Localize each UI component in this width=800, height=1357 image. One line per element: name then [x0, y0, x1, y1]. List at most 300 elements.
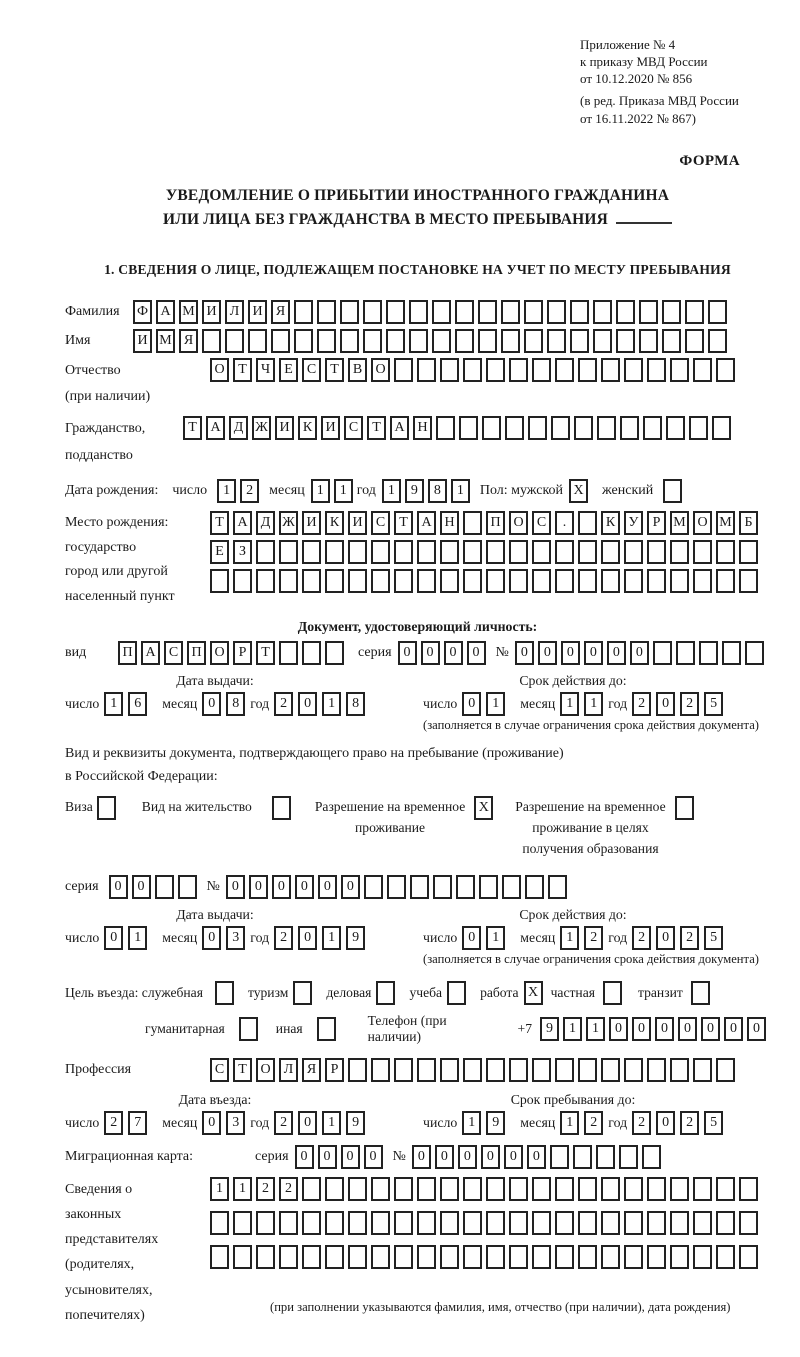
char-cell[interactable]: [670, 1245, 689, 1269]
char-cell[interactable]: [325, 569, 344, 593]
char-cell[interactable]: [509, 1177, 528, 1201]
char-cell[interactable]: [432, 300, 451, 324]
char-cell[interactable]: О: [210, 358, 229, 382]
char-cell[interactable]: [593, 329, 612, 353]
char-cell[interactable]: Д: [229, 416, 248, 440]
char-cell[interactable]: [601, 569, 620, 593]
char-cell[interactable]: 1: [322, 692, 341, 716]
char-cell[interactable]: М: [716, 511, 735, 535]
char-cell[interactable]: 1: [311, 479, 330, 503]
char-cell[interactable]: [317, 329, 336, 353]
char-cell[interactable]: [624, 1058, 643, 1082]
char-cell[interactable]: М: [156, 329, 175, 353]
char-cell[interactable]: [532, 358, 551, 382]
char-cell[interactable]: [509, 358, 528, 382]
char-cell[interactable]: [578, 1058, 597, 1082]
char-cell[interactable]: 0: [609, 1017, 628, 1041]
char-cell[interactable]: 0: [435, 1145, 454, 1169]
char-cell[interactable]: А: [390, 416, 409, 440]
char-cell[interactable]: [708, 329, 727, 353]
char-cell[interactable]: И: [348, 511, 367, 535]
char-cell[interactable]: [578, 1245, 597, 1269]
char-cell[interactable]: [210, 1245, 229, 1269]
char-cell[interactable]: [532, 1245, 551, 1269]
char-cell[interactable]: [624, 358, 643, 382]
char-cell[interactable]: Ф: [133, 300, 152, 324]
char-cell[interactable]: 0: [398, 641, 417, 665]
char-cell[interactable]: П: [118, 641, 137, 665]
char-cell[interactable]: [505, 416, 524, 440]
char-cell[interactable]: [302, 1177, 321, 1201]
char-cell[interactable]: 9: [405, 479, 424, 503]
char-cell[interactable]: [463, 569, 482, 593]
char-cell[interactable]: [693, 1177, 712, 1201]
char-cell[interactable]: 3: [226, 1111, 245, 1135]
visa-checkbox[interactable]: [97, 796, 116, 820]
char-cell[interactable]: [394, 1058, 413, 1082]
char-cell[interactable]: Ж: [252, 416, 271, 440]
char-cell[interactable]: [596, 1145, 615, 1169]
char-cell[interactable]: 9: [486, 1111, 505, 1135]
purpose-business-checkbox[interactable]: [376, 981, 395, 1005]
char-cell[interactable]: [676, 641, 695, 665]
char-cell[interactable]: [279, 641, 298, 665]
char-cell[interactable]: 1: [462, 1111, 481, 1135]
char-cell[interactable]: [532, 1058, 551, 1082]
char-cell[interactable]: Я: [271, 300, 290, 324]
char-cell[interactable]: [548, 875, 567, 899]
char-cell[interactable]: [739, 569, 758, 593]
char-cell[interactable]: А: [141, 641, 160, 665]
char-cell[interactable]: [371, 1211, 390, 1235]
char-cell[interactable]: [601, 1058, 620, 1082]
char-cell[interactable]: [363, 300, 382, 324]
char-cell[interactable]: 2: [274, 1111, 293, 1135]
char-cell[interactable]: [463, 540, 482, 564]
char-cell[interactable]: [601, 1211, 620, 1235]
purpose-work-checkbox[interactable]: X: [524, 981, 543, 1005]
char-cell[interactable]: [417, 1245, 436, 1269]
char-cell[interactable]: 0: [104, 926, 123, 950]
char-cell[interactable]: [597, 416, 616, 440]
char-cell[interactable]: [647, 1177, 666, 1201]
char-cell[interactable]: [348, 1177, 367, 1201]
char-cell[interactable]: С: [532, 511, 551, 535]
char-cell[interactable]: 2: [632, 1111, 651, 1135]
char-cell[interactable]: [642, 1145, 661, 1169]
char-cell[interactable]: [340, 329, 359, 353]
purpose-humanitarian-checkbox[interactable]: [239, 1017, 258, 1041]
char-cell[interactable]: Т: [183, 416, 202, 440]
char-cell[interactable]: 0: [318, 875, 337, 899]
char-cell[interactable]: [670, 569, 689, 593]
char-cell[interactable]: [693, 358, 712, 382]
char-cell[interactable]: 9: [346, 926, 365, 950]
char-cell[interactable]: [294, 300, 313, 324]
char-cell[interactable]: И: [133, 329, 152, 353]
char-cell[interactable]: [348, 1245, 367, 1269]
char-cell[interactable]: Е: [210, 540, 229, 564]
char-cell[interactable]: 0: [298, 1111, 317, 1135]
purpose-transit-checkbox[interactable]: [691, 981, 710, 1005]
char-cell[interactable]: [547, 300, 566, 324]
char-cell[interactable]: [387, 875, 406, 899]
char-cell[interactable]: [509, 1245, 528, 1269]
char-cell[interactable]: [386, 329, 405, 353]
char-cell[interactable]: [279, 1211, 298, 1235]
char-cell[interactable]: 1: [560, 692, 579, 716]
char-cell[interactable]: Ж: [279, 511, 298, 535]
char-cell[interactable]: [371, 1058, 390, 1082]
char-cell[interactable]: [348, 1058, 367, 1082]
char-cell[interactable]: 2: [680, 926, 699, 950]
char-cell[interactable]: 1: [584, 692, 603, 716]
char-cell[interactable]: 9: [540, 1017, 559, 1041]
char-cell[interactable]: [463, 1177, 482, 1201]
char-cell[interactable]: [409, 329, 428, 353]
char-cell[interactable]: [417, 569, 436, 593]
char-cell[interactable]: 8: [346, 692, 365, 716]
char-cell[interactable]: М: [670, 511, 689, 535]
char-cell[interactable]: С: [164, 641, 183, 665]
char-cell[interactable]: [716, 1058, 735, 1082]
char-cell[interactable]: [666, 416, 685, 440]
char-cell[interactable]: [578, 569, 597, 593]
char-cell[interactable]: [647, 569, 666, 593]
char-cell[interactable]: 0: [295, 1145, 314, 1169]
char-cell[interactable]: 1: [233, 1177, 252, 1201]
char-cell[interactable]: [547, 329, 566, 353]
char-cell[interactable]: [555, 358, 574, 382]
char-cell[interactable]: [417, 358, 436, 382]
char-cell[interactable]: [624, 540, 643, 564]
char-cell[interactable]: [555, 1058, 574, 1082]
char-cell[interactable]: [459, 416, 478, 440]
char-cell[interactable]: 1: [451, 479, 470, 503]
char-cell[interactable]: 2: [240, 479, 259, 503]
char-cell[interactable]: [256, 569, 275, 593]
char-cell[interactable]: [455, 300, 474, 324]
char-cell[interactable]: 0: [527, 1145, 546, 1169]
char-cell[interactable]: [551, 416, 570, 440]
char-cell[interactable]: К: [601, 511, 620, 535]
char-cell[interactable]: И: [321, 416, 340, 440]
char-cell[interactable]: А: [156, 300, 175, 324]
char-cell[interactable]: [509, 569, 528, 593]
char-cell[interactable]: [662, 329, 681, 353]
char-cell[interactable]: [693, 1245, 712, 1269]
char-cell[interactable]: [478, 329, 497, 353]
char-cell[interactable]: 0: [655, 1017, 674, 1041]
char-cell[interactable]: [371, 569, 390, 593]
char-cell[interactable]: [440, 358, 459, 382]
char-cell[interactable]: [417, 1211, 436, 1235]
char-cell[interactable]: [550, 1145, 569, 1169]
char-cell[interactable]: [155, 875, 174, 899]
char-cell[interactable]: .: [555, 511, 574, 535]
char-cell[interactable]: [555, 1245, 574, 1269]
char-cell[interactable]: Т: [325, 358, 344, 382]
char-cell[interactable]: 0: [632, 1017, 651, 1041]
char-cell[interactable]: 0: [421, 641, 440, 665]
char-cell[interactable]: О: [256, 1058, 275, 1082]
char-cell[interactable]: [371, 1177, 390, 1201]
char-cell[interactable]: [486, 540, 505, 564]
char-cell[interactable]: [578, 1177, 597, 1201]
char-cell[interactable]: [302, 641, 321, 665]
char-cell[interactable]: [693, 540, 712, 564]
char-cell[interactable]: [363, 329, 382, 353]
char-cell[interactable]: [486, 1177, 505, 1201]
char-cell[interactable]: [573, 1145, 592, 1169]
char-cell[interactable]: [639, 300, 658, 324]
char-cell[interactable]: [708, 300, 727, 324]
char-cell[interactable]: 0: [298, 926, 317, 950]
char-cell[interactable]: [593, 300, 612, 324]
char-cell[interactable]: В: [348, 358, 367, 382]
char-cell[interactable]: [432, 329, 451, 353]
char-cell[interactable]: И: [275, 416, 294, 440]
char-cell[interactable]: [716, 358, 735, 382]
char-cell[interactable]: [616, 300, 635, 324]
char-cell[interactable]: 2: [584, 1111, 603, 1135]
char-cell[interactable]: 0: [249, 875, 268, 899]
char-cell[interactable]: [624, 1245, 643, 1269]
char-cell[interactable]: 0: [656, 692, 675, 716]
char-cell[interactable]: [670, 358, 689, 382]
char-cell[interactable]: [578, 540, 597, 564]
char-cell[interactable]: Т: [233, 358, 252, 382]
char-cell[interactable]: 0: [678, 1017, 697, 1041]
char-cell[interactable]: [578, 358, 597, 382]
char-cell[interactable]: [712, 416, 731, 440]
edu-permit-checkbox[interactable]: [675, 796, 694, 820]
char-cell[interactable]: [578, 511, 597, 535]
char-cell[interactable]: 0: [656, 1111, 675, 1135]
char-cell[interactable]: [178, 875, 197, 899]
char-cell[interactable]: [364, 875, 383, 899]
char-cell[interactable]: [716, 1177, 735, 1201]
sex-male-checkbox[interactable]: X: [569, 479, 588, 503]
char-cell[interactable]: Т: [233, 1058, 252, 1082]
char-cell[interactable]: Н: [413, 416, 432, 440]
char-cell[interactable]: [693, 569, 712, 593]
char-cell[interactable]: [478, 300, 497, 324]
char-cell[interactable]: [509, 1058, 528, 1082]
char-cell[interactable]: 1: [128, 926, 147, 950]
char-cell[interactable]: 2: [104, 1111, 123, 1135]
char-cell[interactable]: 5: [704, 926, 723, 950]
char-cell[interactable]: [501, 329, 520, 353]
char-cell[interactable]: [532, 569, 551, 593]
char-cell[interactable]: А: [206, 416, 225, 440]
char-cell[interactable]: 8: [226, 692, 245, 716]
char-cell[interactable]: [624, 569, 643, 593]
char-cell[interactable]: И: [202, 300, 221, 324]
char-cell[interactable]: Н: [440, 511, 459, 535]
char-cell[interactable]: 2: [680, 692, 699, 716]
sex-female-checkbox[interactable]: [663, 479, 682, 503]
char-cell[interactable]: [386, 300, 405, 324]
char-cell[interactable]: [525, 875, 544, 899]
char-cell[interactable]: [302, 569, 321, 593]
char-cell[interactable]: Я: [302, 1058, 321, 1082]
char-cell[interactable]: [685, 300, 704, 324]
char-cell[interactable]: [532, 540, 551, 564]
char-cell[interactable]: [620, 416, 639, 440]
char-cell[interactable]: [486, 1245, 505, 1269]
char-cell[interactable]: 6: [128, 692, 147, 716]
char-cell[interactable]: [463, 358, 482, 382]
char-cell[interactable]: [624, 1177, 643, 1201]
char-cell[interactable]: 0: [538, 641, 557, 665]
char-cell[interactable]: [745, 641, 764, 665]
char-cell[interactable]: [463, 1245, 482, 1269]
char-cell[interactable]: [348, 569, 367, 593]
char-cell[interactable]: [670, 1177, 689, 1201]
char-cell[interactable]: У: [624, 511, 643, 535]
char-cell[interactable]: 0: [202, 1111, 221, 1135]
char-cell[interactable]: [340, 300, 359, 324]
char-cell[interactable]: И: [248, 300, 267, 324]
char-cell[interactable]: 1: [322, 926, 341, 950]
char-cell[interactable]: 7: [128, 1111, 147, 1135]
char-cell[interactable]: [716, 540, 735, 564]
char-cell[interactable]: [325, 1211, 344, 1235]
char-cell[interactable]: [532, 1211, 551, 1235]
char-cell[interactable]: М: [179, 300, 198, 324]
char-cell[interactable]: 1: [560, 926, 579, 950]
purpose-tourism-checkbox[interactable]: [293, 981, 312, 1005]
char-cell[interactable]: [410, 875, 429, 899]
char-cell[interactable]: О: [371, 358, 390, 382]
char-cell[interactable]: [647, 1058, 666, 1082]
char-cell[interactable]: [670, 1058, 689, 1082]
char-cell[interactable]: А: [417, 511, 436, 535]
char-cell[interactable]: С: [302, 358, 321, 382]
char-cell[interactable]: 0: [504, 1145, 523, 1169]
char-cell[interactable]: [528, 416, 547, 440]
char-cell[interactable]: Д: [256, 511, 275, 535]
char-cell[interactable]: [394, 540, 413, 564]
char-cell[interactable]: 0: [202, 692, 221, 716]
char-cell[interactable]: [616, 329, 635, 353]
char-cell[interactable]: [302, 1245, 321, 1269]
char-cell[interactable]: [716, 569, 735, 593]
char-cell[interactable]: 1: [486, 692, 505, 716]
char-cell[interactable]: С: [210, 1058, 229, 1082]
char-cell[interactable]: [699, 641, 718, 665]
char-cell[interactable]: [693, 1058, 712, 1082]
char-cell[interactable]: [739, 1211, 758, 1235]
char-cell[interactable]: [555, 540, 574, 564]
char-cell[interactable]: [233, 1245, 252, 1269]
char-cell[interactable]: [202, 329, 221, 353]
char-cell[interactable]: 2: [274, 692, 293, 716]
char-cell[interactable]: [371, 1245, 390, 1269]
char-cell[interactable]: 1: [217, 479, 236, 503]
char-cell[interactable]: [348, 1211, 367, 1235]
char-cell[interactable]: [279, 1245, 298, 1269]
char-cell[interactable]: 1: [334, 479, 353, 503]
purpose-other-checkbox[interactable]: [317, 1017, 336, 1041]
char-cell[interactable]: О: [210, 641, 229, 665]
char-cell[interactable]: 0: [226, 875, 245, 899]
purpose-study-checkbox[interactable]: [447, 981, 466, 1005]
char-cell[interactable]: З: [233, 540, 252, 564]
char-cell[interactable]: П: [187, 641, 206, 665]
char-cell[interactable]: [440, 1211, 459, 1235]
char-cell[interactable]: [685, 329, 704, 353]
purpose-private-checkbox[interactable]: [603, 981, 622, 1005]
char-cell[interactable]: 3: [226, 926, 245, 950]
char-cell[interactable]: [532, 1177, 551, 1201]
char-cell[interactable]: [436, 416, 455, 440]
char-cell[interactable]: [647, 1211, 666, 1235]
char-cell[interactable]: О: [693, 511, 712, 535]
char-cell[interactable]: П: [486, 511, 505, 535]
char-cell[interactable]: 2: [274, 926, 293, 950]
char-cell[interactable]: А: [233, 511, 252, 535]
char-cell[interactable]: 0: [515, 641, 534, 665]
char-cell[interactable]: [555, 1211, 574, 1235]
char-cell[interactable]: [555, 1177, 574, 1201]
char-cell[interactable]: Л: [225, 300, 244, 324]
char-cell[interactable]: 0: [630, 641, 649, 665]
char-cell[interactable]: 2: [632, 692, 651, 716]
char-cell[interactable]: [716, 1245, 735, 1269]
char-cell[interactable]: [440, 1058, 459, 1082]
char-cell[interactable]: [394, 1177, 413, 1201]
char-cell[interactable]: [440, 1245, 459, 1269]
char-cell[interactable]: 0: [272, 875, 291, 899]
char-cell[interactable]: [210, 569, 229, 593]
char-cell[interactable]: [643, 416, 662, 440]
char-cell[interactable]: С: [371, 511, 390, 535]
char-cell[interactable]: [463, 1211, 482, 1235]
char-cell[interactable]: 1: [563, 1017, 582, 1041]
char-cell[interactable]: 0: [724, 1017, 743, 1041]
char-cell[interactable]: 0: [584, 641, 603, 665]
char-cell[interactable]: [417, 1177, 436, 1201]
char-cell[interactable]: [693, 1211, 712, 1235]
char-cell[interactable]: [624, 1211, 643, 1235]
char-cell[interactable]: [371, 540, 390, 564]
char-cell[interactable]: 0: [656, 926, 675, 950]
char-cell[interactable]: [256, 1245, 275, 1269]
char-cell[interactable]: 0: [295, 875, 314, 899]
char-cell[interactable]: О: [509, 511, 528, 535]
char-cell[interactable]: [463, 1058, 482, 1082]
char-cell[interactable]: [486, 1058, 505, 1082]
char-cell[interactable]: [501, 300, 520, 324]
char-cell[interactable]: [440, 540, 459, 564]
char-cell[interactable]: 1: [322, 1111, 341, 1135]
char-cell[interactable]: [394, 1245, 413, 1269]
char-cell[interactable]: [456, 875, 475, 899]
char-cell[interactable]: [601, 540, 620, 564]
char-cell[interactable]: [555, 569, 574, 593]
char-cell[interactable]: [486, 358, 505, 382]
char-cell[interactable]: [317, 300, 336, 324]
purpose-official-checkbox[interactable]: [215, 981, 234, 1005]
char-cell[interactable]: [325, 641, 344, 665]
char-cell[interactable]: 0: [462, 926, 481, 950]
char-cell[interactable]: Т: [210, 511, 229, 535]
char-cell[interactable]: 0: [341, 875, 360, 899]
char-cell[interactable]: [248, 329, 267, 353]
char-cell[interactable]: 0: [747, 1017, 766, 1041]
